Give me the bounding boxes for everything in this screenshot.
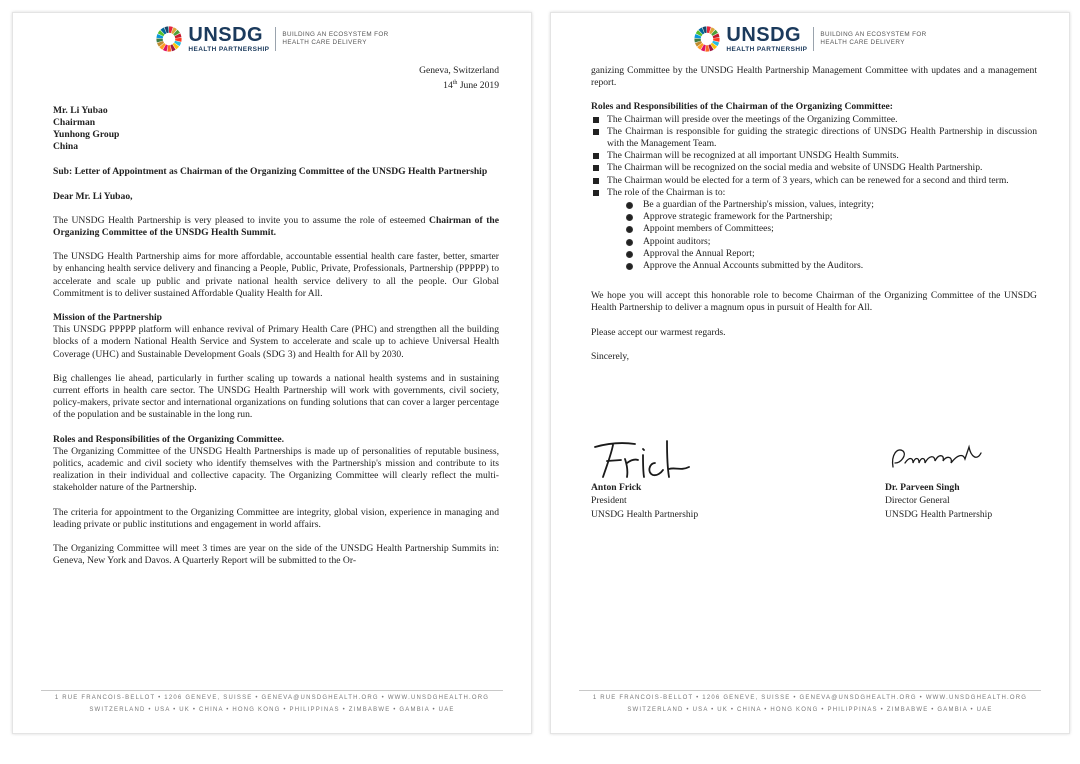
list-item: Be a guardian of the Partnership's mission, values, integrity; xyxy=(625,199,1037,211)
sdg-wheel-logo-icon xyxy=(693,25,721,53)
letterhead xyxy=(551,25,1069,54)
list-item: Approve strategic framework for the Partnership; xyxy=(625,211,1037,223)
signature-parveen-singh xyxy=(885,433,995,481)
paragraph-aims: The UNSDG Health Partnership aims for more affordable, accountable essential health care faster, better, smarter by enhancing health service delivery and financing a People, Public, Private, Professionals, Partnership (PPPPP) to accelerate and scale up public and private national health service delivery to all the people. Our Global Commitment is to deliver sustained Affordable Quality Health for All. xyxy=(53,251,499,299)
paragraph-criteria: The criteria for appointment to the Organizing Committee are integrity, global vision, experience in managing and leading private or public institutions and engagement in world affairs. xyxy=(53,506,499,530)
signer-name: Anton Frick xyxy=(591,482,642,493)
recipient-address: Mr. Li Yubao Chairman Yunhong Group China xyxy=(53,104,120,153)
brand-subtitle: HEALTH PARTNERSHIP xyxy=(726,46,808,53)
place: Geneva, Switzerland xyxy=(419,65,499,76)
letter-page-1 xyxy=(12,12,532,734)
list-item: Appoint members of Committees; xyxy=(625,223,1037,235)
list-item: The Chairman is responsible for guiding the strategic directions of UNSDG Health Partnership in discussion with the Management Team. xyxy=(591,126,1037,150)
chairman-roles-list xyxy=(591,114,1037,273)
signature-block-director xyxy=(885,433,1055,521)
signer-title: President xyxy=(591,495,627,506)
date: 14th June 2019 xyxy=(443,80,499,92)
signer-org: UNSDG Health Partnership xyxy=(591,508,699,520)
place-date xyxy=(53,65,499,93)
page-footer: 1 RUE FRANCOIS-BELLOT • 1206 GENEVE, SUISSE • GENEVA@UNSDGHEALTH.ORG • WWW.UNSDGHEALTH.ORG SWITZERLAND • USA • UK • CHINA • HONG KONG • PHILIPPINAS • ZIMBABWE • GAMBIA • UAE xyxy=(579,690,1041,719)
chairman-roles-heading: Roles and Responsibilities of the Chairman of the Organizing Committee: xyxy=(591,101,893,113)
paragraph-invitation: The UNSDG Health Partnership is very pleased to invite you to assume the role of esteemed Chairman of the Organizing Committee of the UNSDG Health Summit. xyxy=(53,214,500,239)
tagline: BUILDING AN ECOSYSTEM FOR HEALTH CARE DELIVERY xyxy=(820,31,927,47)
paragraph-meetings: The Organizing Committee will meet 3 times are year on the side of the UNSDG Health Partnership Summits in: Geneva, New York and Davos. A Quarterly Report will be submitted to the Or- xyxy=(53,543,499,567)
page-footer: 1 RUE FRANCOIS-BELLOT • 1206 GENEVE, SUISSE • GENEVA@UNSDGHEALTH.ORG • WWW.UNSDGHEALTH.ORG SWITZERLAND • USA • UK • CHINA • HONG KONG • PHILIPPINAS • ZIMBABWE • GAMBIA • UAE xyxy=(41,690,503,719)
list-item: Approval the Annual Report; xyxy=(625,248,1037,260)
letter-page-2 xyxy=(550,12,1070,734)
list-item: The Chairman will preside over the meetings of the Organizing Committee. xyxy=(591,114,1037,126)
subject-line: Sub: Letter of Appointment as Chairman of the Organizing Committee of the UNSDG Health Partnership xyxy=(53,166,488,178)
signature-block-president xyxy=(591,433,761,521)
signatures xyxy=(591,433,1037,543)
signer-org: UNSDG Health Partnership xyxy=(885,508,993,520)
signer-name: Dr. Parveen Singh xyxy=(885,482,960,493)
letter-body-2 xyxy=(591,65,1037,375)
paragraph-hope: We hope you will accept this honorable role to become Chairman of the Organizing Committee of the UNSDG Health Partnership to deliver a magnum opus in pursuit of Health for All. xyxy=(591,290,1037,314)
closing: Sincerely, xyxy=(591,350,630,362)
brand-subtitle: HEALTH PARTNERSHIP xyxy=(188,46,270,53)
tagline: BUILDING AN ECOSYSTEM FOR HEALTH CARE DELIVERY xyxy=(282,31,389,47)
list-item: Approve the Annual Accounts submitted by the Auditors. xyxy=(625,260,1037,272)
signature-anton-frick xyxy=(591,433,701,481)
list-item: The Chairman will be recognized on the social media and website of UNSDG Health Partnership. xyxy=(591,162,1037,174)
paragraph-regards: Please accept our warmest regards. xyxy=(591,326,726,338)
paragraph-roles: Roles and Responsibilities of the Organizing Committee. The Organizing Committee of the UNSDG Health Partnerships is made up of personalities of reputable business, politics, academic and civil society who identify themselves with the Partnership's mission and contribute to its realization in their individual and collective capacity. The Organizing Committee will clearly reflect the multi-stakeholder nature of the Partnership. xyxy=(53,433,499,494)
sdg-wheel-segment xyxy=(168,45,172,51)
list-item: The Chairman would be elected for a term of 3 years, which can be renewed for a second and third term. xyxy=(591,175,1037,187)
paragraph-continuation: ganizing Committee by the UNSDG Health Partnership Management Committee with updates and a management report. xyxy=(591,65,1037,89)
brand-name: UNSDG xyxy=(726,24,802,46)
sdg-wheel-logo-icon xyxy=(155,25,183,53)
paragraph-challenges: Big challenges lie ahead, particularly in further scaling up towards a national health systems and in sustaining current efforts in health care sector. The UNSDG Health Partnership will work with governments, civil society, policy-makers, private sector and international organizations on funding solutions that can cover a larger percentage of the population and be sustainable in the long run. xyxy=(53,372,499,421)
list-item: Appoint auditors; xyxy=(625,236,1037,248)
brand-name: UNSDG xyxy=(188,24,264,46)
sdg-wheel-segment xyxy=(706,45,710,51)
salutation: Dear Mr. Li Yubao, xyxy=(53,190,133,202)
brand-divider xyxy=(275,27,276,51)
chairman-duties-list xyxy=(607,199,1037,272)
list-item: The role of the Chairman is to: Be a guardian of the Partnership's mission, values, integrity; Approve strategic framework for the Partnership; Appoint members of Committees; Appoint auditors; Approval the Annual Report; Approve the Annual Accounts submitted by the Auditors. xyxy=(591,187,1037,272)
brand-divider xyxy=(813,27,814,51)
list-item: The Chairman will be recognized at all important UNSDG Health Summits. xyxy=(591,150,1037,162)
letter-body-1 xyxy=(53,65,499,579)
signer-title: Director General xyxy=(885,495,950,506)
paragraph-mission: Mission of the Partnership This UNSDG PPPPP platform will enhance revival of Primary Health Care (PHC) and strengthen all the building blocks of a modern National Health Service and System to accelerate and scale up to achieve Universal Health Coverage (UHC) and Sustainable Development Goals (SDG 3) and Health for All by 2030. xyxy=(53,312,499,360)
letterhead xyxy=(13,25,531,54)
